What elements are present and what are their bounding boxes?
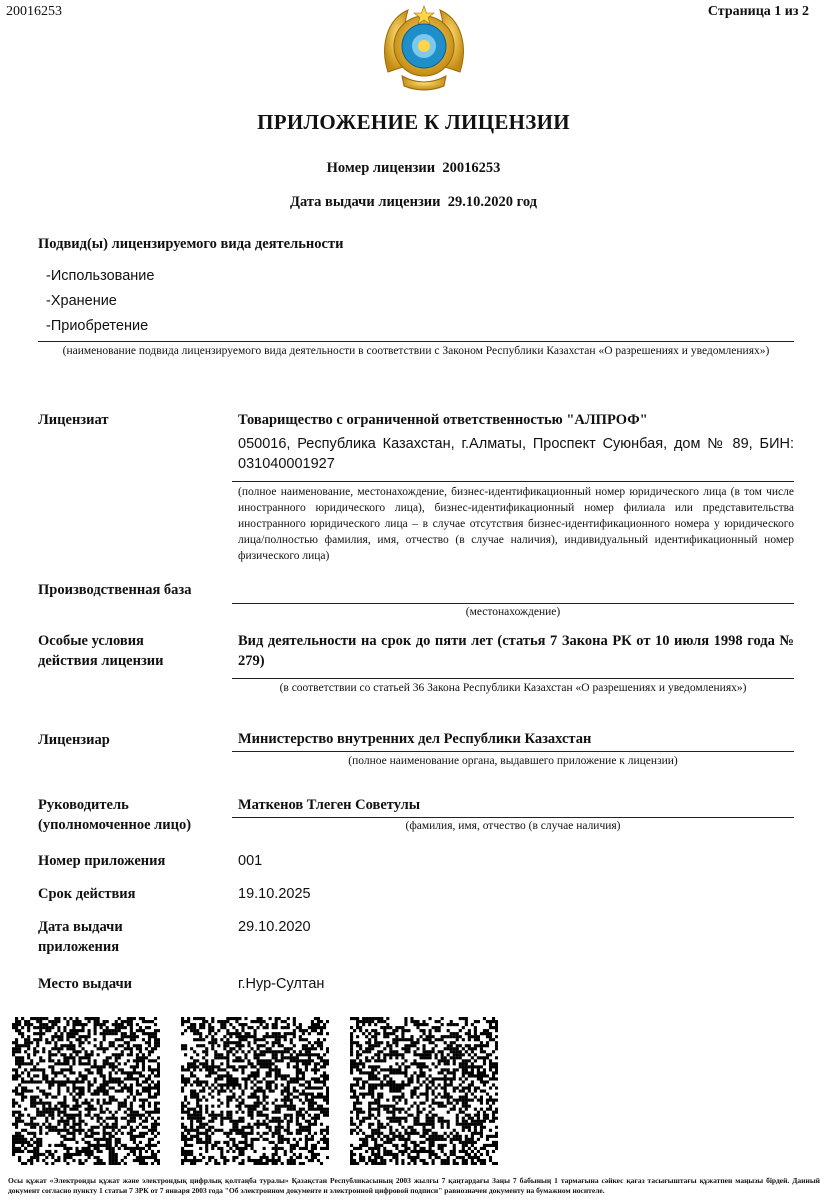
licensee-name: Товарищество с ограниченной ответственностью "АЛПРОФ" xyxy=(238,412,648,428)
subtypes-note: (наименование подвида лицензируемого вида деятельности в соответствии с Законом Республики Казахстан «О разрешениях и уведомлениях») xyxy=(62,345,770,357)
licensor-note: (полное наименование органа, выдавшего приложение к лицензии) xyxy=(348,755,678,767)
head-value: Маткенов Тлеген Советулы xyxy=(238,797,421,813)
issue-place-label: Место выдачи xyxy=(38,976,133,992)
qr-code-icon xyxy=(350,1017,498,1165)
head-label-line1: Руководитель xyxy=(38,797,129,813)
special-conditions-label-line1: Особые условия xyxy=(38,633,144,649)
document-title: ПРИЛОЖЕНИЕ К ЛИЦЕНЗИИ xyxy=(257,110,570,134)
subtype-item: -Приобретение xyxy=(46,318,149,334)
license-date-value: 29.10.2020 год xyxy=(447,194,538,210)
annex-issue-date-label-line1: Дата выдачи xyxy=(38,919,123,935)
subtype-item: -Хранение xyxy=(46,293,117,309)
issue-place-value: г.Нур-Султан xyxy=(238,976,325,992)
head-label-line2: (уполномоченное лицо) xyxy=(38,817,192,833)
special-conditions-value: Вид деятельности на срок до пяти лет (статья 7 Закона РК от 10 июля 1998 года № 279) xyxy=(238,633,794,669)
legal-footer: Осы құжат «Электронды құжат және электрондық цифрлық қолтаңба туралы» Қазақстан Республикасының 2003 жылғы 7 қаңтардағы Заңы 7 бабының 1 тармағына сәйкес қағаз тасығыштағы құжатпен маңызы бірдей. Данный документ согласно пункту 1 статьи 7 ЗРК от 7 января 2003 года "Об электронном документе и электронной цифровой подписи" равнозначен документу на бумажном носителе. xyxy=(8,1176,820,1195)
divider xyxy=(232,603,794,604)
licensor-value: Министерство внутренних дел Республики Казахстан xyxy=(238,731,592,747)
page-indicator: Страница 1 из 2 xyxy=(707,4,809,19)
head-label xyxy=(38,795,191,835)
production-base-note: (местонахождение) xyxy=(465,606,561,618)
annex-issue-date-label xyxy=(38,917,123,957)
production-base-label: Производственная база xyxy=(38,582,192,598)
validity-label: Срок действия xyxy=(38,886,136,902)
special-conditions-label xyxy=(38,631,164,671)
state-emblem-icon xyxy=(378,2,470,94)
divider xyxy=(232,678,794,679)
licensee-note: (полное наименование, местонахождение, бизнес-идентификационный номер юридического лица (в том числе иностранного юридического лица), бизнес-идентификационный номер филиала или представительства иностранного юридического лица – в случае отсутствия бизнес-идентификационного номера у юридического лица/полностью фамилия, имя, отчество (в случае наличия), индивидуальный идентификационный номер физического лица) xyxy=(238,486,794,562)
validity-value: 19.10.2025 xyxy=(238,886,311,902)
annex-number-value: 001 xyxy=(238,853,263,869)
head-note: (фамилия, имя, отчество (в случае наличия) xyxy=(405,820,621,832)
qr-code-icon xyxy=(12,1017,160,1165)
licensee-address: 050016, Республика Казахстан, г.Алматы, Проспект Суюнбая, дом № 89, БИН: 031040001927 xyxy=(238,436,794,472)
license-date-line xyxy=(0,194,827,211)
licensee-label: Лицензиат xyxy=(38,412,109,428)
divider xyxy=(232,817,794,818)
special-conditions-note: (в соответствии со статьей 36 Закона Республики Казахстан «О разрешениях и уведомлениях») xyxy=(279,682,747,694)
annex-number-label: Номер приложения xyxy=(38,853,166,869)
divider xyxy=(38,341,794,342)
qr-code-icon xyxy=(181,1017,329,1165)
subtype-item: -Использование xyxy=(46,268,155,284)
annex-issue-date-label-line2: приложения xyxy=(38,939,120,955)
licensor-label: Лицензиар xyxy=(38,732,110,748)
divider xyxy=(232,751,794,752)
document-number: 20016253 xyxy=(6,4,62,19)
divider xyxy=(232,481,794,482)
license-number-label: Номер лицензии xyxy=(326,160,436,176)
annex-issue-date-value: 29.10.2020 xyxy=(238,919,311,935)
license-number-line xyxy=(0,160,827,177)
license-date-label: Дата выдачи лицензии xyxy=(289,194,441,210)
subtypes-heading: Подвид(ы) лицензируемого вида деятельности xyxy=(38,236,344,252)
special-conditions-label-line2: действия лицензии xyxy=(38,653,164,669)
license-number-value: 20016253 xyxy=(442,160,501,176)
